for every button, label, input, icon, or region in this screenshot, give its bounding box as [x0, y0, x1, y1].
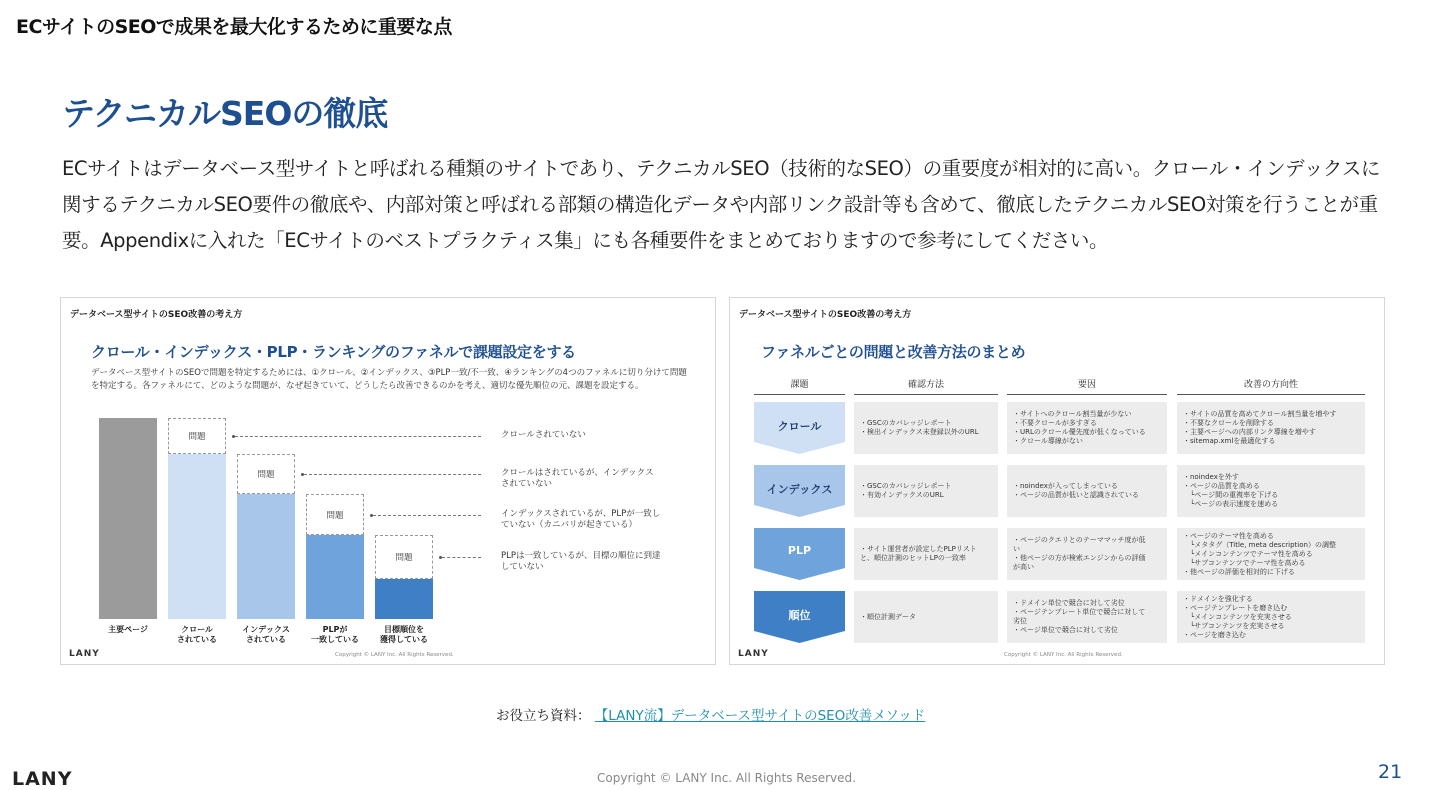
stage-chevron	[754, 591, 845, 643]
problem-box: 問題	[168, 418, 226, 454]
table-cell: ・サイトの品質を高めてクロール割当量を増やす ・不要なクロールを削除する ・主要ページへの内部リンク導線を増やす ・sitemap.xmlを最適化する	[1177, 402, 1365, 454]
slide-header: ECサイトのSEOで成果を最大化するために重要な点	[16, 16, 452, 38]
table-cell: ・サイトへのクロール割当量が少ない ・不要クロールが多すぎる ・URLのクロール優先度が低くなっている ・クロール導線がない	[1007, 402, 1167, 454]
table-cell: ・GSCのカバレッジレポート ・有効インデックスのURL	[854, 465, 998, 517]
funnel-bar	[168, 454, 226, 619]
stage-chevron	[754, 528, 845, 580]
body-text: ECサイトはデータベース型サイトと呼ばれる種類のサイトであり、テクニカルSEO（技術的なSEO）の重要度が相対的に高い。クロール・インデックスに関するテクニカルSEO要件の徹底や、内部対策と呼ばれる部類の構造化データや内部リンク設計等も含めて、徹底したテクニカルSEO対策を行うことが重要。Appendixに入れた「ECサイトのベストプラクティス集」にも各種要件をまとめておりますので参考にしてください。	[62, 157, 1381, 252]
card-brand: LANY	[738, 649, 769, 659]
table-cell: ・順位計測データ	[854, 591, 998, 643]
issue-text: クロールされていない	[501, 430, 586, 440]
funnel-bar-label: インデックス されている	[242, 625, 290, 644]
resource-prefix: お役立ち資料：	[496, 708, 591, 724]
funnel-bar-label: PLPが 一致している	[311, 625, 359, 644]
funnel-bar-label: 目標順位を 獲得している	[380, 625, 428, 644]
card-brand: LANY	[69, 649, 100, 659]
funnel-bar-label: 主要ページ	[108, 625, 148, 634]
table-cell: ・noindexを外す ・ページの品質を高める └ページ間の重複率を下げる └ページの表示速度を速める	[1177, 465, 1365, 517]
stage-label: インデックス	[766, 483, 833, 496]
connector-line	[373, 515, 481, 516]
issue-text: PLPは一致しているが、目標の順位に到達 していない	[501, 551, 661, 572]
column-rule	[1177, 394, 1365, 395]
resource-link[interactable]: 【LANY流】データベース型サイトのSEO改善メソッド	[594, 708, 926, 724]
connector-line	[442, 557, 481, 558]
column-header: 要因	[1077, 380, 1096, 390]
funnel-bar	[306, 535, 364, 619]
stage-chevron	[754, 465, 845, 517]
card-copyright: Copyright © LANY Inc. All Rights Reserved.	[1004, 652, 1123, 658]
funnel-bar-label: クロール されている	[177, 625, 217, 644]
card-copyright: Copyright © LANY Inc. All Rights Reserved.	[335, 652, 454, 658]
slide-title: テクニカルSEOの徹底	[62, 94, 388, 133]
page-number: 21	[1378, 761, 1403, 783]
table-cell: ・サイト運営者が設定したPLPリスト と、順位計測のヒットLPの一致率	[854, 528, 998, 580]
problem-box: 問題	[237, 454, 295, 494]
funnel-bar	[237, 494, 295, 619]
footer-copyright: Copyright © LANY Inc. All Rights Reserved.	[597, 771, 856, 785]
card-label: データベース型サイトのSEO改善の考え方	[739, 310, 912, 320]
stage-label: PLP	[787, 544, 812, 557]
table-cell: ・ページのテーマ性を高める └メタタグ（Title, meta description）の調整 └メインコンテンツでテーマ性を高める └サブコンテンツでテーマ性を高める ・他ページの評価を相対的に下げる	[1177, 528, 1365, 580]
column-header: 課題	[790, 380, 809, 390]
card-description: データベース型サイトのSEOで問題を特定するためには、①クロール、②インデックス、③PLP一致/不一致、④ランキングの4つのファネルに切り分けて問題を特定する。各ファネルにて、どのような問題が、なぜ起きていて、どうしたら改善できるのかを考え、適切な優先順位の元、課題を設定する。	[91, 368, 687, 391]
stage-chevron	[754, 402, 845, 454]
brand-logo: LANY	[12, 768, 73, 790]
column-rule	[1007, 394, 1167, 395]
issue-text: インデックスされているが、PLPが一致し ていない（カニバリが起きている）	[501, 509, 661, 530]
connector-line	[304, 474, 481, 475]
table-cell: ・GSCのカバレッジレポート ・検出インデックス未登録以外のURL	[854, 402, 998, 454]
table-cell: ・ドメインを強化する ・ページテンプレートを磨き込む └メインコンテンツを充実させる └サブコンテンツを充実させる ・ページを磨き込む	[1177, 591, 1365, 643]
funnel-summary-card	[729, 297, 1385, 665]
column-rule	[854, 394, 998, 395]
table-cell: ・ドメイン単位で競合に対して劣位 ・ページテンプレート単位で競合に対して 劣位 ・ページ単位で競合に対して劣位	[1007, 591, 1167, 643]
stage-label: クロール	[777, 420, 822, 433]
problem-box: 問題	[375, 535, 433, 579]
column-header: 確認方法	[907, 380, 944, 390]
connector-line	[235, 436, 481, 437]
card-label: データベース型サイトのSEO改善の考え方	[70, 310, 243, 320]
issue-text: クロールはされているが、インデックス されていない	[501, 468, 654, 489]
funnel-bar	[99, 418, 157, 619]
stage-label: 順位	[788, 609, 811, 622]
column-header: 改善の方向性	[1243, 380, 1298, 390]
funnel-bar	[375, 579, 433, 619]
problem-box: 問題	[306, 494, 364, 535]
resource-line	[496, 704, 925, 724]
table-cell: ・noindexが入ってしまっている ・ページの品質が低いと認識されている	[1007, 465, 1167, 517]
card-heading: ファネルごとの問題と改善方法のまとめ	[761, 343, 1026, 361]
table-cell: ・ページのクエリとのテーママッチ度が低 い ・他ページの方が検索エンジンからの評価 が高い	[1007, 528, 1167, 580]
card-heading: クロール・インデックス・PLP・ランキングのファネルで課題設定をする	[91, 343, 576, 361]
funnel-chart-card	[60, 297, 716, 665]
column-rule	[754, 394, 845, 395]
